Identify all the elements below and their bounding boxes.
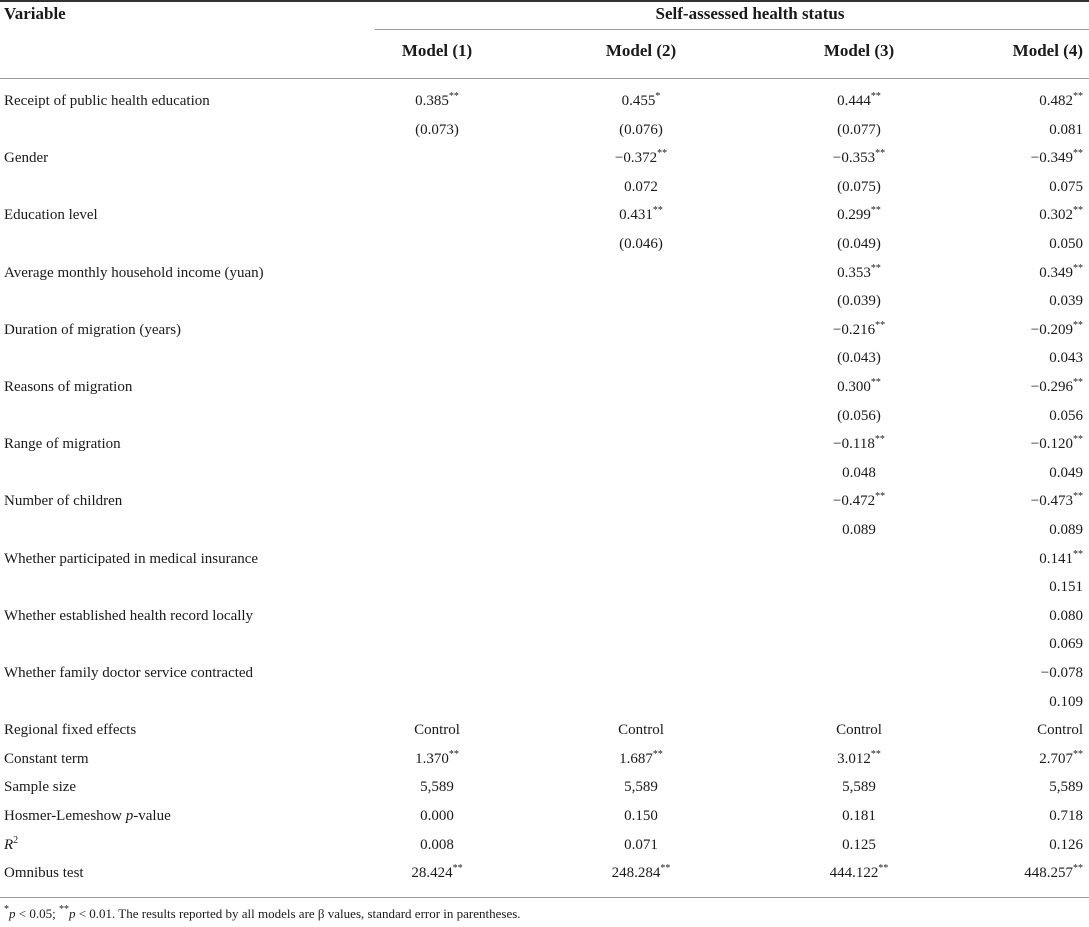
stat-r4-m4: 0.126 xyxy=(1049,836,1083,853)
stat-label: Regional fixed effects xyxy=(4,722,137,739)
stat-label: Hosmer-Lemeshow p-value xyxy=(4,808,171,824)
se-r3-m3: (0.039) xyxy=(837,293,881,310)
coef-r5-m4: −0.296** xyxy=(1030,377,1083,395)
stat-r5-m4: 448.257** xyxy=(1024,863,1083,882)
row-label: Range of migration xyxy=(4,436,121,453)
coef-r5-m3: 0.300** xyxy=(837,377,881,395)
stat-r2-m2: 5,589 xyxy=(624,779,658,796)
se-r0-m4: 0.081 xyxy=(1049,121,1083,138)
row-label: Receipt of public health education xyxy=(4,93,210,109)
coef-r2-m4: 0.302** xyxy=(1039,205,1083,224)
se-r0-m1: (0.073) xyxy=(415,121,459,138)
stat-r1-m3: 3.012** xyxy=(837,748,881,767)
stat-label: Omnibus test xyxy=(4,865,84,882)
se-r1-m4: 0.075 xyxy=(1049,178,1083,195)
se-r6-m4: 0.049 xyxy=(1049,464,1083,481)
stat-label: Sample size xyxy=(4,779,77,796)
coef-r7-m4: −0.473** xyxy=(1030,491,1083,510)
table-footnote: *p < 0.05; **p < 0.01. The results reported by all models are β values, standard error in parentheses. xyxy=(4,904,521,921)
top-rule xyxy=(0,0,1089,2)
row-label: Number of children xyxy=(4,493,123,510)
se-r4-m3: (0.043) xyxy=(837,350,881,367)
row-label: Education level xyxy=(4,207,98,224)
se-r2-m4: 0.050 xyxy=(1049,236,1083,252)
coef-r1-m3: −0.353** xyxy=(832,148,886,167)
stat-label: $R^2$ xyxy=(4,834,19,853)
row-label: Average monthly household income (yuan) xyxy=(4,264,264,281)
stat-r1-m1: 1.370** xyxy=(415,748,459,767)
se-r0-m3: (0.077) xyxy=(837,121,881,138)
se-r5-m3: (0.056) xyxy=(837,407,881,424)
se-r3-m4: 0.039 xyxy=(1049,293,1083,310)
coef-r6-m3: −0.118** xyxy=(833,434,885,453)
stat-r4-m2: 0.071 xyxy=(624,836,658,853)
se-r5-m4: 0.056 xyxy=(1049,407,1083,424)
row-label: Duration of migration (years) xyxy=(4,321,182,338)
se-r2-m3: (0.049) xyxy=(837,236,881,252)
stat-r0-m3: Control xyxy=(836,722,882,739)
stat-r3-m2: 0.150 xyxy=(624,808,658,824)
se-r7-m4: 0.089 xyxy=(1049,522,1083,538)
se-r7-m3: 0.089 xyxy=(842,522,876,538)
stat-r5-m1: 28.424** xyxy=(411,863,463,882)
stat-label: Constant term xyxy=(4,750,89,767)
stat-r2-m3: 5,589 xyxy=(842,779,876,796)
group-underline xyxy=(375,29,1089,30)
header-variable: Variable xyxy=(4,4,66,23)
coef-r4-m3: −0.216** xyxy=(832,319,886,338)
se-r1-m2: 0.072 xyxy=(624,178,658,195)
stat-r3-m1: 0.000 xyxy=(420,808,454,824)
stat-r0-m4: Control xyxy=(1037,722,1083,739)
se-r2-m2: (0.046) xyxy=(619,236,663,252)
coef-r4-m4: −0.209** xyxy=(1030,319,1083,338)
header-model-1: Model (1) xyxy=(401,41,473,60)
se-r6-m3: 0.048 xyxy=(842,464,876,481)
se-r10-m4: 0.109 xyxy=(1049,693,1083,710)
se-r0-m2: (0.076) xyxy=(619,121,663,138)
stat-r3-m3: 0.181 xyxy=(842,808,876,824)
coef-r9-m4: 0.080 xyxy=(1049,607,1083,624)
se-r4-m4: 0.043 xyxy=(1049,350,1083,367)
se-r9-m4: 0.069 xyxy=(1049,636,1083,653)
stat-r0-m1: Control xyxy=(414,722,460,739)
stat-r4-m1: 0.008 xyxy=(420,836,454,853)
bottom-rule xyxy=(0,897,1089,898)
stat-r2-m1: 5,589 xyxy=(420,779,454,796)
coef-r8-m4: 0.141** xyxy=(1039,548,1083,567)
se-r8-m4: 0.151 xyxy=(1049,579,1083,596)
coef-r0-m3: 0.444** xyxy=(837,91,881,109)
stat-r5-m2: 248.284** xyxy=(611,863,671,882)
coef-r1-m2: −0.372** xyxy=(614,148,668,167)
coef-r7-m3: −0.472** xyxy=(832,491,886,510)
coef-r1-m4: −0.349** xyxy=(1030,148,1083,167)
coef-r6-m4: −0.120** xyxy=(1030,434,1083,453)
coef-r0-m2: 0.455* xyxy=(621,91,661,109)
header-model-2: Model (2) xyxy=(605,41,677,60)
coef-r10-m4: −0.078 xyxy=(1040,665,1083,681)
coef-r3-m4: 0.349** xyxy=(1039,262,1083,281)
coef-r3-m3: 0.353** xyxy=(837,262,881,281)
header-model-3: Model (3) xyxy=(823,41,895,60)
stat-r3-m4: 0.718 xyxy=(1049,808,1083,824)
coef-r2-m2: 0.431** xyxy=(619,205,663,224)
row-label: Whether participated in medical insurance xyxy=(4,550,259,567)
se-r1-m3: (0.075) xyxy=(837,178,881,195)
header-model-4: Model (4) xyxy=(1012,41,1083,60)
row-label: Whether family doctor service contracted xyxy=(4,665,254,681)
coef-r0-m1: 0.385** xyxy=(415,91,459,109)
stat-r0-m2: Control xyxy=(618,722,664,739)
stat-r5-m3: 444.122** xyxy=(829,863,889,882)
stat-r1-m4: 2.707** xyxy=(1039,748,1083,767)
coef-r2-m3: 0.299** xyxy=(837,205,881,224)
header-group: Self-assessed health status xyxy=(655,4,845,23)
coef-r0-m4: 0.482** xyxy=(1039,91,1083,109)
stat-r2-m4: 5,589 xyxy=(1049,779,1083,796)
row-label: Reasons of migration xyxy=(4,379,133,395)
row-label: Whether established health record locally xyxy=(4,607,254,624)
stat-r4-m3: 0.125 xyxy=(842,836,876,853)
stat-r1-m2: 1.687** xyxy=(619,748,663,767)
row-label: Gender xyxy=(4,150,49,167)
header-rule xyxy=(0,78,1089,79)
